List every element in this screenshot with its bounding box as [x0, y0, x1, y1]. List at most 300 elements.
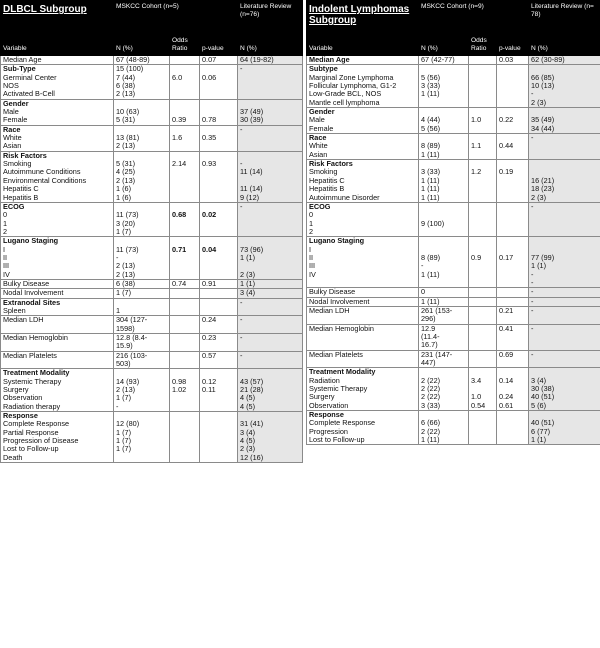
variable-cell: [307, 202, 419, 236]
variable-cell: [1, 289, 114, 298]
variable-cell: [307, 324, 419, 350]
table-row: [307, 350, 600, 368]
variable-item: Radiation: [309, 375, 340, 385]
cell-line: 0.35: [202, 133, 217, 143]
cell-line: 1 (11): [421, 269, 440, 279]
variable-label: Race: [309, 133, 327, 143]
cell-line: 1.6: [172, 133, 183, 143]
cell-line: 11 (14): [240, 167, 263, 177]
variable-item: Asian: [3, 141, 22, 151]
cell-line: 1 (7): [116, 226, 132, 236]
n-pct-cell: [419, 350, 469, 368]
odds-ratio-cell: [170, 202, 200, 236]
cell-line: [471, 56, 494, 64]
variable-cell: [1, 279, 114, 288]
literature-cell: [529, 237, 600, 288]
cell-line: 5 (31): [116, 115, 136, 125]
cell-line: 0.21: [499, 306, 514, 315]
variable-item: Female: [309, 123, 334, 133]
cell-line: 12.9: [421, 324, 436, 333]
variable-header: Variable: [307, 29, 419, 56]
odds-ratio-cell: [170, 334, 200, 352]
literature-cell: [529, 160, 600, 203]
cell-line: 0.91: [202, 279, 217, 288]
cell-line: 0.68: [172, 210, 187, 220]
variable-label: Risk Factors: [3, 151, 47, 160]
variable-label: Median LDH: [309, 306, 350, 315]
cell-line: 11 (14): [240, 184, 263, 194]
variable-item: Death: [3, 452, 23, 462]
literature-cell: [238, 289, 303, 298]
variable-item: Mantle cell lymphoma: [309, 97, 380, 107]
variable-label: Response: [309, 410, 344, 420]
cell-line: 1 (1): [531, 261, 547, 271]
variable-cell: [307, 108, 419, 134]
cell-line: [471, 288, 494, 296]
cell-line: 447): [421, 358, 436, 368]
odds-ratio-cell: [469, 56, 497, 65]
p-value-cell: [497, 306, 529, 324]
variable-item: Follicular Lymphoma, G1-2: [309, 81, 397, 91]
variable-cell: [307, 160, 419, 203]
variable-item: Smoking: [309, 167, 338, 177]
literature-n-header: N (%): [529, 29, 600, 56]
variable-item: Hepatitis C: [309, 175, 345, 185]
table-row: [307, 134, 600, 160]
table-row: [307, 297, 600, 306]
p-value-cell: [200, 237, 238, 280]
variable-cell: [1, 334, 114, 352]
variable-header: Variable: [1, 29, 114, 56]
cell-line: 2 (13): [116, 175, 136, 185]
variable-label: Treatment Modality: [3, 368, 70, 378]
variable-label: Lugano Staging: [309, 236, 365, 246]
variable-item: Lost to Follow-up: [309, 435, 365, 445]
cell-line: 503): [116, 359, 131, 369]
variable-item: I: [309, 244, 312, 254]
n-pct-cell: [114, 369, 170, 412]
cell-line: 304 (127-: [116, 315, 148, 325]
n-pct-header: N (%): [114, 29, 170, 56]
cell-line: 1 (1): [531, 435, 547, 445]
cell-line: [116, 454, 167, 462]
odds-ratio-cell: [170, 369, 200, 412]
cell-line: [471, 298, 494, 306]
n-pct-cell: [114, 351, 170, 369]
variable-item: Hepatitis C: [3, 184, 39, 194]
p-value-cell: [497, 160, 529, 203]
variable-item: Surgery: [3, 385, 29, 395]
variable-cell: [1, 298, 114, 316]
table-row: [1, 298, 303, 316]
n-pct-cell: [114, 125, 170, 151]
cell-line: [202, 299, 235, 307]
cell-line: 0.74: [172, 279, 187, 288]
literature-cell: [529, 202, 600, 236]
p-value-cell: [200, 334, 238, 352]
cell-line: 2 (3): [240, 444, 256, 454]
variable-item: IV: [309, 269, 316, 279]
cell-line: 6 (38): [116, 81, 136, 91]
table-row: [307, 160, 600, 203]
variable-item: Progression: [309, 426, 348, 436]
table-row: [1, 289, 303, 298]
cell-line: (11.4-: [421, 332, 440, 341]
cell-line: -: [531, 133, 534, 143]
p-value-cell: [200, 151, 238, 202]
odds-ratio-cell: [469, 65, 497, 108]
cell-line: 9 (12): [240, 192, 260, 202]
literature-cell: [529, 306, 600, 324]
variable-item: II: [3, 252, 8, 262]
cell-line: 1 (11): [421, 184, 440, 194]
literature-cell: [238, 65, 303, 99]
cell-line: 5 (6): [531, 400, 547, 410]
cell-line: 12.8 (8.4-: [116, 333, 148, 342]
cell-line: 11 (73): [116, 244, 139, 254]
variable-item: 0: [309, 210, 314, 220]
literature-cell: [238, 412, 303, 463]
table-row: [1, 316, 303, 334]
literature-n-header: N (%): [238, 29, 303, 56]
cell-line: 2 (22): [421, 392, 441, 402]
variable-item: Radiation therapy: [3, 401, 61, 411]
odds-ratio-header: Odds Ratio: [170, 29, 200, 56]
cell-line: 3.4: [471, 375, 482, 385]
cell-line: 0.69: [499, 350, 514, 359]
p-value-cell: [200, 279, 238, 288]
cell-line: -: [240, 202, 243, 211]
variable-item: Partial Response: [3, 427, 59, 437]
variable-item: III: [309, 261, 316, 271]
odds-ratio-cell: [469, 288, 497, 297]
cell-line: 1 (1): [240, 279, 256, 288]
variable-label: Extranodal Sites: [3, 298, 61, 307]
cell-line: 4 (5): [240, 393, 256, 403]
literature-cell: [238, 99, 303, 125]
cell-line: 1 (1): [240, 252, 256, 262]
cohort-header: MSKCC Cohort (n=5): [114, 1, 238, 29]
n-pct-cell: [114, 202, 170, 236]
cell-line: 3 (4): [240, 288, 256, 298]
cell-line: [116, 299, 167, 307]
table-row: [1, 369, 303, 412]
cell-line: 9 (100): [421, 218, 445, 228]
literature-cell: [529, 56, 600, 65]
literature-cell: [529, 350, 600, 368]
variable-label: Bulky Disease: [3, 279, 50, 288]
literature-cell: [238, 334, 303, 352]
table-row: [307, 237, 600, 288]
variable-label: Median Age: [3, 55, 42, 64]
cell-line: 0.07: [202, 55, 217, 64]
cell-line: 0.23: [202, 333, 217, 342]
table-row: [307, 65, 600, 108]
indolent-panel: [306, 0, 600, 618]
variable-cell: [307, 237, 419, 288]
cell-line: -: [240, 64, 243, 74]
p-value-cell: [497, 237, 529, 288]
n-pct-cell: [419, 324, 469, 350]
table-row: [1, 151, 303, 202]
cell-line: -: [531, 306, 534, 315]
cell-line: 0.41: [499, 324, 514, 333]
variable-label: Median Age: [309, 55, 350, 64]
cell-line: 64 (19-82): [240, 55, 274, 64]
cell-line: 5 (56): [421, 123, 441, 133]
cell-line: 16.7): [421, 340, 438, 350]
odds-ratio-cell: [469, 306, 497, 324]
literature-cell: [238, 279, 303, 288]
cell-line: 1 (11): [421, 89, 440, 99]
variable-item: Observation: [309, 400, 349, 410]
cell-line: 37 (49): [240, 107, 264, 117]
cell-line: -: [240, 351, 243, 360]
variable-item: Activated B-Cell: [3, 89, 55, 99]
cell-line: 3 (4): [240, 427, 256, 437]
cell-line: 0.24: [499, 392, 514, 402]
cell-line: [172, 334, 197, 342]
cell-line: 6 (66): [421, 418, 441, 428]
cell-line: [421, 203, 466, 211]
variable-item: Female: [3, 115, 28, 125]
n-pct-cell: [114, 334, 170, 352]
p-value-cell: [200, 298, 238, 316]
cell-line: 0.39: [172, 115, 187, 125]
variable-item: Smoking: [3, 159, 32, 169]
literature-header: Literature Review (n= 78): [529, 1, 600, 29]
variable-label: Median Hemoglobin: [3, 333, 68, 342]
cell-line: 40 (51): [531, 392, 555, 402]
variable-item: Progression of Disease: [3, 436, 79, 446]
cell-line: -: [531, 350, 534, 359]
cell-line: 296): [421, 314, 436, 324]
odds-ratio-cell: [469, 237, 497, 288]
table-row: [1, 237, 303, 280]
p-value-cell: [200, 316, 238, 334]
variable-label: ECOG: [309, 202, 331, 211]
variable-cell: [307, 65, 419, 108]
p-value-header: p-value: [200, 29, 238, 56]
cell-line: [172, 316, 197, 324]
literature-cell: [238, 237, 303, 280]
variable-label: Lugano Staging: [3, 236, 59, 246]
cell-line: 5 (31): [116, 159, 136, 169]
cell-line: 1.02: [172, 385, 187, 395]
cell-line: -: [531, 89, 534, 99]
n-pct-header: N (%): [419, 29, 469, 56]
cell-line: 0.44: [499, 141, 514, 151]
cell-line: 67 (48-89): [116, 55, 150, 64]
cell-line: -: [531, 287, 534, 297]
odds-ratio-header: Odds Ratio: [469, 29, 497, 56]
cell-line: 0.06: [202, 72, 217, 82]
variable-item: Germinal Center: [3, 72, 57, 82]
odds-ratio-cell: [170, 237, 200, 280]
table-row: [1, 334, 303, 352]
variable-cell: [1, 99, 114, 125]
odds-ratio-cell: [469, 324, 497, 350]
odds-ratio-cell: [170, 125, 200, 151]
cell-line: 7 (44): [116, 72, 136, 82]
cell-line: [240, 152, 300, 160]
cell-line: 1 (7): [116, 288, 132, 298]
n-pct-cell: [114, 289, 170, 298]
cell-line: [531, 237, 598, 245]
cell-line: [499, 298, 526, 306]
cell-line: -: [531, 297, 534, 306]
cell-line: 4 (5): [240, 436, 256, 446]
odds-ratio-cell: [170, 151, 200, 202]
n-pct-cell: [114, 298, 170, 316]
variable-cell: [307, 368, 419, 411]
literature-cell: [238, 351, 303, 369]
cell-line: 2 (13): [116, 261, 136, 271]
literature-cell: [529, 368, 600, 411]
cell-line: 1 (11): [421, 149, 440, 159]
cell-line: 67 (42-77): [421, 55, 455, 64]
n-pct-cell: [419, 288, 469, 297]
p-value-header: p-value: [497, 29, 529, 56]
p-value-cell: [497, 350, 529, 368]
cell-line: 8 (89): [421, 252, 441, 262]
table-row: [1, 351, 303, 369]
cell-line: 13 (81): [116, 133, 140, 143]
cell-line: 1: [116, 305, 121, 315]
literature-cell: [238, 202, 303, 236]
cell-line: [499, 411, 526, 419]
odds-ratio-cell: [170, 279, 200, 288]
indolent-table: [306, 0, 600, 445]
literature-cell: [238, 151, 303, 202]
cell-line: 0.61: [499, 400, 514, 410]
cell-line: 15.9): [116, 341, 133, 351]
cell-line: 2 (22): [421, 375, 441, 385]
table-row: [307, 306, 600, 324]
variable-item: 2: [3, 226, 8, 236]
cell-line: [202, 289, 235, 297]
variable-cell: [307, 350, 419, 368]
odds-ratio-cell: [170, 289, 200, 298]
variable-label: Nodal Involvement: [309, 297, 370, 306]
cell-line: 3 (33): [421, 167, 441, 177]
cell-line: 62 (30-89): [531, 55, 565, 64]
literature-cell: [529, 324, 600, 350]
p-value-cell: [497, 411, 529, 445]
table-row: [307, 324, 600, 350]
variable-label: Response: [3, 411, 38, 421]
cell-line: 1.0: [471, 115, 482, 125]
cell-line: -: [421, 261, 424, 271]
cell-line: 2 (13): [116, 269, 136, 279]
variable-item: Low-Grade BCL, NOS: [309, 89, 382, 99]
p-value-cell: [200, 99, 238, 125]
cell-line: 216 (103-: [116, 351, 148, 360]
n-pct-cell: [114, 99, 170, 125]
cell-line: 3 (20): [116, 218, 136, 228]
variable-item: Lost to Follow-up: [3, 444, 59, 454]
cell-line: 2 (13): [116, 385, 136, 395]
literature-cell: [529, 108, 600, 134]
cell-line: 77 (99): [531, 252, 555, 262]
cell-line: 0.14: [499, 375, 514, 385]
cell-line: -: [240, 315, 243, 325]
variable-item: Asian: [309, 149, 328, 159]
variable-item: Autoimmune Disorder: [309, 192, 380, 202]
variable-item: 1: [3, 218, 8, 228]
variable-label: ECOG: [3, 202, 25, 211]
cell-line: 4 (44): [421, 115, 441, 125]
variable-cell: [307, 297, 419, 306]
cell-line: 0.24: [202, 315, 217, 325]
p-value-cell: [200, 369, 238, 412]
cell-line: [421, 99, 466, 107]
variable-item: Complete Response: [3, 419, 70, 429]
cell-line: 30 (38): [531, 384, 555, 394]
odds-ratio-cell: [469, 202, 497, 236]
p-value-cell: [497, 134, 529, 160]
variable-label: Median Platelets: [309, 350, 363, 359]
cell-line: 16 (21): [531, 175, 555, 185]
cell-line: 0.98: [172, 376, 187, 386]
cell-line: [202, 100, 235, 108]
cell-line: 21 (28): [240, 385, 264, 395]
odds-ratio-cell: [170, 316, 200, 334]
variable-item: III: [3, 261, 10, 271]
cell-line: [471, 65, 494, 73]
odds-ratio-cell: [170, 56, 200, 65]
variable-label: Race: [3, 125, 21, 134]
cell-line: 0.11: [202, 385, 216, 395]
p-value-cell: [200, 289, 238, 298]
cell-line: 30 (39): [240, 115, 264, 125]
variable-item: Systemic Therapy: [3, 376, 62, 386]
cell-line: [202, 412, 235, 420]
cell-line: 0.93: [202, 159, 217, 169]
table-row: [1, 125, 303, 151]
variable-item: 2: [309, 226, 314, 236]
variable-label: Treatment Modality: [309, 367, 376, 377]
p-value-cell: [497, 324, 529, 350]
variable-item: II: [309, 252, 314, 262]
cell-line: 15 (100): [116, 64, 144, 74]
odds-ratio-cell: [469, 350, 497, 368]
cell-line: [471, 351, 494, 359]
cell-line: 0.12: [202, 376, 217, 386]
p-value-cell: [497, 56, 529, 65]
table-row: [307, 202, 600, 236]
variable-item: White: [3, 133, 22, 143]
cell-line: 66 (85): [531, 72, 555, 82]
cell-line: 3 (33): [421, 81, 441, 91]
cell-line: [499, 65, 526, 73]
cell-line: 6 (38): [116, 279, 136, 288]
literature-cell: [238, 56, 303, 65]
cell-line: [499, 288, 526, 296]
literature-cell: [529, 65, 600, 108]
variable-cell: [1, 237, 114, 280]
literature-header: Literature Review (n=76): [238, 1, 303, 29]
cell-line: 0: [421, 287, 426, 297]
variable-item: IV: [3, 269, 10, 279]
odds-ratio-cell: [170, 412, 200, 463]
cell-line: 0.78: [202, 115, 217, 125]
cell-line: 4 (25): [116, 167, 136, 177]
cell-line: 1.0: [471, 392, 482, 402]
cell-line: 0.02: [202, 210, 217, 220]
p-value-cell: [200, 351, 238, 369]
cell-line: 2.14: [172, 159, 187, 169]
